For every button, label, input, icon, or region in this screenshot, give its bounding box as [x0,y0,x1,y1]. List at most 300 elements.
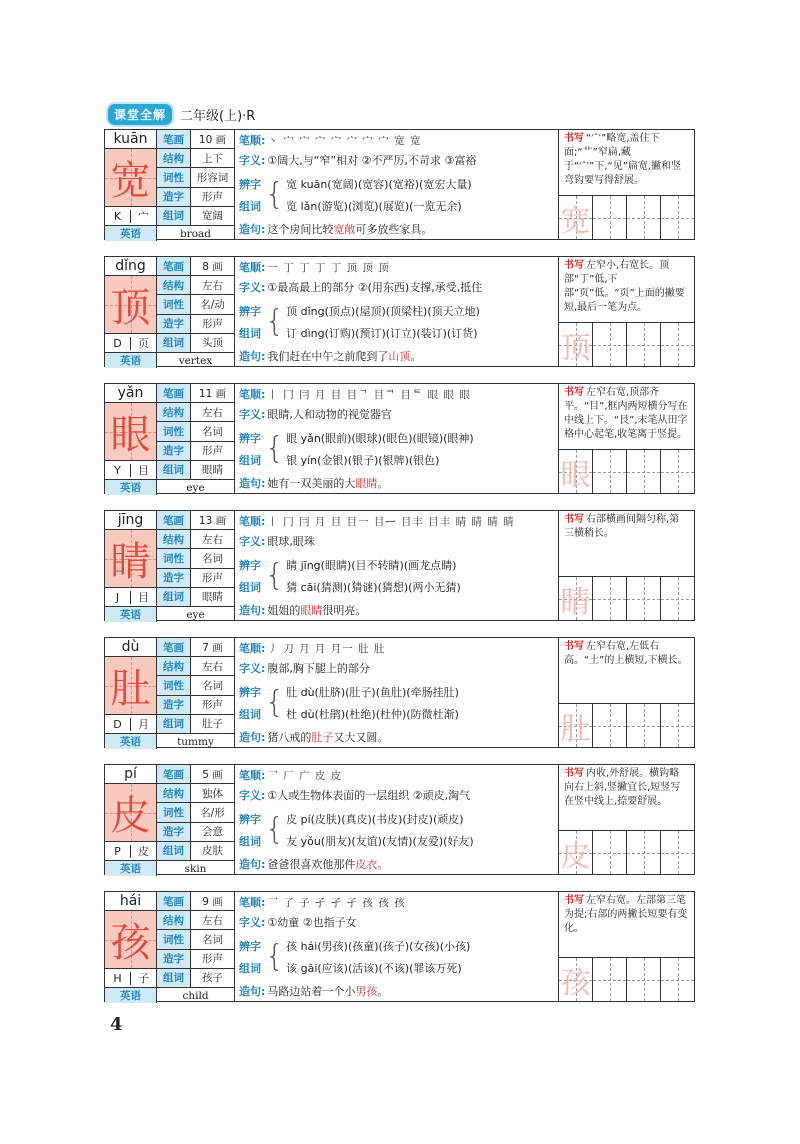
character-box [105,784,156,842]
english-label: 英语 [105,480,157,495]
character-card [104,256,695,367]
distinguish-line-1: 睛 jīng(眼睛)(目不转睛)(画龙点睛) [286,558,457,572]
distinguish-line-1: 孩 hái(男孩)(孩童)(孩子)(女孩)(小孩) [286,939,471,953]
distinguish-line-1: 顶 dǐng(顶点)(屋顶)(顶梁柱)(顶天立地) [286,304,480,318]
character: 顶 [110,285,151,331]
formation-row [157,188,234,207]
meaning-row [239,152,554,168]
radical: 宀 [138,210,149,223]
pinyin: dǐng [105,257,156,276]
writing-tip-text: 左窄右宽,左低右高。“土”的上横短,下横长。 [564,641,688,666]
index-letter: D [105,337,131,350]
distinguish-block [239,173,554,217]
writing-panel [559,638,694,747]
strokes-label: 笔画 [157,892,191,910]
formation-value: 形声 [202,445,223,458]
character: 睛 [110,539,151,585]
sentence-highlight: 宽敞 [333,222,356,236]
practice-cell[interactable] [593,577,627,620]
structure-row [157,403,234,422]
pinyin: yǎn [105,384,156,403]
writing-tip-text: 左窄右宽。左部第三笔为提;右部的两撇长短要有变化。 [564,895,688,934]
english-value: eye [186,608,205,621]
practice-cell-trace[interactable] [559,450,593,493]
page-number: 4 [110,1014,123,1035]
distinguish-line-2: 友 yǒu(朋友)(友谊)(友情)(友爱)(好友) [286,834,474,848]
sentence-row [239,475,554,491]
strokes-row [157,257,234,276]
strokes-label: 笔画 [157,384,191,402]
strokes-label: 笔画 [157,765,191,783]
distinguish-block [239,554,554,598]
practice-cell[interactable] [593,196,627,239]
practice-cell-trace[interactable] [559,831,593,874]
character-card [104,891,695,1002]
practice-grid [559,576,694,620]
zuci-label: 组词 [239,580,261,594]
stroke-order-label: 笔顺: [239,261,266,274]
trace-character: 肚 [560,711,591,747]
structure-row [157,276,234,295]
pos-value: 名词 [202,934,223,946]
character-card [104,510,695,621]
structure-value: 上下 [202,152,223,165]
structure-row [157,530,234,549]
index-letter: D [105,718,131,731]
writing-tip [559,892,694,957]
stroke-order-label: 笔顺: [239,896,266,909]
pos-value: 名词 [202,426,223,438]
writing-label: 书写 [564,768,584,779]
practice-cell[interactable] [593,831,627,874]
character-card [104,129,695,240]
index-letter: H [105,972,131,985]
stroke-order-row [239,259,554,275]
character-card [104,764,695,875]
meaning-label: 字义: [239,154,266,168]
radical: 目 [138,464,149,477]
trace-character: 睛 [560,584,591,620]
meaning-row [239,914,554,930]
distinguish-block [239,300,554,344]
pos-value: 名/形 [200,807,225,819]
strokes-value: 5 画 [202,768,223,781]
writing-tip-text: 左窄小,右宽长。顶部“丁”低,下部“页”低。“页”上面的撇要短,最后一笔为点。 [564,260,685,313]
compound-row [157,715,234,733]
english-value: child [182,989,209,1002]
sentence-part: 爸爸很喜欢他那件 [267,857,356,871]
sentence-end: 。 [377,857,389,871]
strokes-row [157,638,234,657]
formation-row [157,823,234,842]
distinguish-label: 辨字 [239,685,261,699]
writing-label: 书写 [564,260,584,271]
character-box [105,657,156,715]
stroke-order-row [239,132,554,148]
sentence-end: 可多放些家具。 [355,222,433,236]
character-details [235,384,559,493]
compound-value: 肚子 [202,718,223,731]
pos-value: 名词 [202,553,223,565]
distinguish-line-1: 肚 dù(肚脐)(肚子)(鱼肚)(牵肠挂肚) [286,685,459,699]
character-info [105,130,235,239]
distinguish-block [239,427,554,471]
strokes-label: 笔画 [157,511,191,529]
practice-cell[interactable] [661,958,694,1001]
practice-cell[interactable] [661,196,694,239]
meaning-label: 字义: [239,789,266,803]
practice-cell-trace[interactable] [559,958,593,1001]
writing-label: 书写 [564,133,584,144]
pos-label: 词性 [157,295,191,313]
character: 肚 [110,666,151,712]
meaning-row [239,406,554,422]
pos-label: 词性 [157,676,191,694]
strokes-row [157,511,234,530]
character-info [105,384,235,493]
compound-row [157,461,234,479]
writing-tip [559,511,694,576]
character: 眼 [110,412,151,458]
compound-value: 眼睛 [202,591,223,604]
pos-value: 名/动 [200,299,225,311]
sentence-label: 造句: [239,603,266,617]
character-info [105,257,235,366]
practice-cell[interactable] [627,577,661,620]
stroke-order: 乛 了 子 孑 孑 孑 孩 孩 孩 [267,896,406,909]
meaning-label: 字义: [239,916,266,930]
trace-character: 眼 [560,457,591,493]
pos-label: 词性 [157,803,191,821]
character-info [105,892,235,1001]
pos-row [157,676,234,695]
practice-cell[interactable] [593,704,627,747]
compound-value: 头顶 [202,337,223,350]
character-details [235,892,559,1001]
formation-value: 会意 [202,826,223,839]
english-value: skin [184,862,207,875]
compound-label: 组词 [157,334,191,352]
radical: 页 [138,337,149,350]
practice-cell-trace[interactable] [559,323,593,366]
compound-label: 组词 [157,969,191,987]
distinguish-label: 辨字 [239,939,261,953]
stroke-order-label: 笔顺: [239,642,266,655]
practice-cell[interactable] [661,577,694,620]
character-details [235,257,559,366]
index-info [105,207,156,225]
formation-label: 造字 [157,315,191,333]
compound-value: 皮肤 [202,845,223,858]
character-box [105,403,156,461]
sentence-label: 造句: [239,857,266,871]
compound-value: 宽阔 [202,210,223,223]
practice-cell[interactable] [661,323,694,366]
formation-row [157,696,234,715]
character-info [105,765,235,874]
strokes-value: 10 画 [198,133,227,146]
distinguish-line-2: 银 yín(金银)(银子)(银牌)(银色) [286,453,440,467]
stroke-order-row [239,894,554,910]
practice-cell[interactable] [661,704,694,747]
grade-label: 二年级(上)·R [180,108,256,124]
english-row [105,352,234,368]
meaning-label: 字义: [239,662,266,676]
writing-panel [559,765,694,874]
sentence-row [239,729,554,745]
sentence-row [239,856,554,872]
pinyin: jīng [105,511,156,530]
formation-label: 造字 [157,696,191,714]
distinguish-block [239,808,554,852]
brace-icon: { [265,684,285,720]
meaning-row [239,279,554,295]
structure-value: 左右 [202,533,223,546]
meaning-row [239,660,554,676]
index-info [105,588,156,606]
writing-label: 书写 [564,895,584,906]
formation-value: 形声 [202,953,223,966]
practice-cell-trace[interactable] [559,704,593,747]
practice-cell[interactable] [627,958,661,1001]
formation-row [157,569,234,588]
distinguish-line-1: 皮 pí(皮肤)(真皮)(书皮)(封皮)(顽皮) [286,812,464,826]
compound-row [157,969,234,987]
compound-row [157,207,234,225]
zuci-label: 组词 [239,199,261,213]
meaning-text: ①人或生物体表面的一层组织 ②顽皮,淘气 [267,789,471,803]
meaning-row [239,533,554,549]
distinguish-label: 辨字 [239,431,261,445]
practice-grid [559,703,694,747]
pos-row [157,422,234,441]
pinyin: pí [105,765,156,784]
structure-label: 结构 [157,784,191,802]
zuci-label: 组词 [239,453,261,467]
compound-row [157,588,234,606]
character-box [105,276,156,334]
structure-label: 结构 [157,530,191,548]
writing-tip-text: “宀”略宽,盖住下面;“艹”窄扁,藏于“宀”下,“见”扁宽,撇和竖弯钩要写得舒展。 [564,133,682,186]
meaning-text: 腹部,胸下腿上的部分 [267,662,370,676]
sentence-row [239,602,554,618]
strokes-label: 笔画 [157,130,191,148]
pinyin: hái [105,892,156,911]
formation-value: 形声 [202,191,223,204]
sentence-part: 姐姐的 [267,603,301,617]
writing-tip [559,384,694,449]
practice-cell[interactable] [593,958,627,1001]
distinguish-line-2: 杜 dù(杜鹃)(杜绝)(杜仲)(防微杜渐) [286,707,459,721]
pos-row [157,168,234,187]
practice-cell[interactable] [661,831,694,874]
english-label: 英语 [105,734,157,749]
radical: 目 [138,591,149,604]
stroke-order: 丨 冂 冃 月 目 目一 目ᆖ 目丰 目丰 睛 睛 睛 睛 [267,515,515,528]
writing-label: 书写 [564,387,584,398]
character-box [105,149,156,207]
pos-row [157,549,234,568]
distinguish-label: 辨字 [239,812,261,826]
sentence-highlight: 眼睛 [300,603,323,617]
stroke-order: 丶 宀 宀 宀 宀 宀 宀 宀 宽 宽 [267,134,422,147]
formation-label: 造字 [157,950,191,968]
distinguish-block [239,681,554,725]
sentence-end: 。 [377,984,389,998]
practice-grid [559,449,694,493]
writing-tip [559,130,694,195]
structure-value: 左右 [202,406,223,419]
formation-value: 形声 [202,572,223,585]
strokes-row [157,892,234,911]
structure-label: 结构 [157,911,191,929]
practice-cell[interactable] [627,196,661,239]
pos-row [157,930,234,949]
index-letter: Y [105,464,131,477]
brace-icon: { [265,811,285,847]
character: 宽 [110,158,151,204]
compound-value: 眼睛 [202,464,223,477]
strokes-value: 13 画 [198,514,227,527]
stroke-order-label: 笔顺: [239,388,266,401]
strokes-value: 9 画 [202,895,223,908]
brace-icon: { [265,430,285,466]
pos-label: 词性 [157,422,191,440]
stroke-order-label: 笔顺: [239,515,266,528]
formation-row [157,950,234,969]
sentence-part: 我们赶在中午之前爬到了 [267,349,389,363]
formation-label: 造字 [157,569,191,587]
character: 皮 [110,793,151,839]
practice-cell[interactable] [593,323,627,366]
sentence-end: 很明亮。 [322,603,367,617]
index-letter: P [105,845,131,858]
strokes-value: 11 画 [198,387,227,400]
structure-row [157,657,234,676]
brace-icon: { [265,938,285,974]
sentence-end: 又大又圆。 [333,730,389,744]
stroke-order: 丿 刀 月 月 月一 肚 肚 [267,642,386,655]
page-header [106,104,255,124]
meaning-text: ①最高最上的部分 ②(用东西)支撑,承受,抵住 [267,281,483,295]
english-row [105,987,234,1003]
sentence-part: 猪八戒的 [267,730,312,744]
compound-label: 组词 [157,207,191,225]
index-info [105,969,156,987]
practice-grid [559,830,694,874]
sentence-row [239,983,554,999]
pinyin: kuān [105,130,156,149]
writing-panel [559,130,694,239]
practice-cell[interactable] [593,450,627,493]
english-row [105,860,234,876]
character-box [105,530,156,588]
strokes-value: 8 画 [202,260,223,273]
sentence-label: 造句: [239,349,266,363]
english-label: 英语 [105,607,157,622]
practice-cell[interactable] [627,450,661,493]
radical: 子 [138,972,149,985]
brace-icon: { [265,557,285,593]
writing-tip [559,765,694,830]
writing-label: 书写 [564,641,584,652]
stroke-order-row [239,640,554,656]
structure-value: 左右 [202,279,223,292]
compound-row [157,334,234,352]
sentence-end: 。 [410,349,422,363]
practice-grid [559,195,694,239]
distinguish-line-2: 览 lǎn(游览)(浏览)(展览)(一览无余) [286,199,462,213]
distinguish-line-2: 订 dìng(订购)(预订)(订立)(装订)(订货) [286,326,478,340]
structure-row [157,911,234,930]
meaning-label: 字义: [239,281,266,295]
index-info [105,715,156,733]
english-row [105,479,234,495]
series-logo: 课堂全解 [106,102,174,127]
writing-tip-text: 内收,外舒展。横钩略向右上斜,竖撇宜长,短竖写在竖中线上,捺要舒展。 [564,768,681,807]
meaning-label: 字义: [239,408,266,422]
writing-label: 书写 [564,514,584,525]
index-info [105,842,156,860]
trace-character: 宽 [560,203,591,239]
sentence-highlight: 肚子 [311,730,334,744]
practice-cell[interactable] [627,323,661,366]
formation-row [157,442,234,461]
pos-value: 名词 [202,680,223,692]
index-info [105,334,156,352]
practice-cell[interactable] [661,450,694,493]
writing-panel [559,257,694,366]
radical: 皮 [138,845,149,858]
structure-label: 结构 [157,657,191,675]
english-label: 英语 [105,226,157,241]
meaning-label: 字义: [239,535,266,549]
sentence-part: 她有一双美丽的大 [267,476,356,490]
meaning-text: 眼球,眼珠 [267,535,315,549]
meaning-row [239,787,554,803]
practice-cell[interactable] [627,704,661,747]
pos-value: 形容词 [196,172,229,184]
english-row [105,225,234,241]
character-card [104,383,695,494]
meaning-text: ①阔大,与“窄”相对 ②不严厉,不苛求 ③富裕 [267,154,477,168]
formation-value: 形声 [202,699,223,712]
formation-label: 造字 [157,442,191,460]
trace-character: 皮 [560,838,591,874]
practice-cell[interactable] [627,831,661,874]
strokes-value: 7 画 [202,641,223,654]
sentence-highlight: 山顶 [388,349,411,363]
brace-icon: { [265,176,285,212]
sentence-label: 造句: [239,730,266,744]
sentence-part: 这个房间比较 [267,222,334,236]
trace-character: 顶 [560,330,591,366]
stroke-order-row [239,767,554,783]
structure-row [157,149,234,168]
sentence-highlight: 男孩 [355,984,378,998]
stroke-order: 一 丁 丁 丁 丁 顶 顶 顶 [267,261,390,274]
pos-label: 词性 [157,549,191,567]
compound-label: 组词 [157,715,191,733]
index-letter: K [105,210,131,223]
strokes-row [157,384,234,403]
practice-cell-trace[interactable] [559,577,593,620]
character-details [235,638,559,747]
sentence-label: 造句: [239,984,266,998]
compound-value: 孩子 [202,972,223,985]
practice-cell-trace[interactable] [559,196,593,239]
practice-grid [559,322,694,366]
